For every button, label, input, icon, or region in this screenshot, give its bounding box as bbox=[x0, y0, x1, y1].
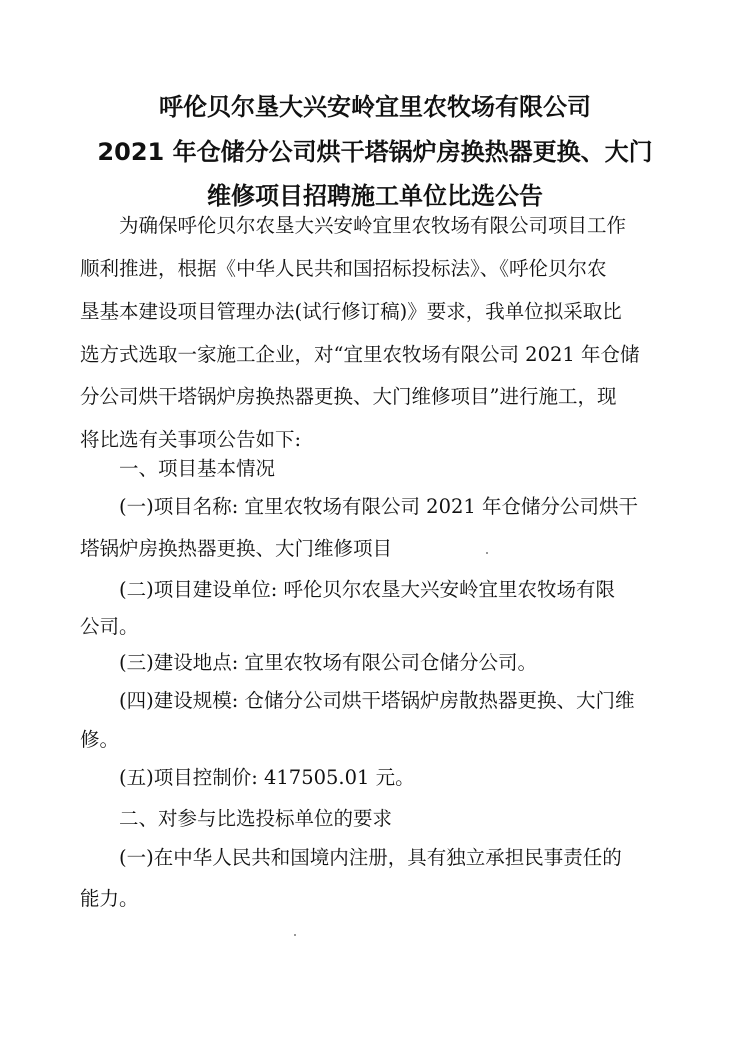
requirement-1-line-1: (一)在中华人民共和国境内注册，具有独立承担民事责任的 bbox=[119, 846, 622, 869]
title-line-1: 呼伦贝尔垦大兴安岭宜里农牧场有限公司 bbox=[159, 93, 591, 121]
item-4-line-1: (四)建设规模: 仓储分公司烘干塔锅炉房散热器更换、大门维 bbox=[119, 689, 635, 712]
title-line-3: 维修项目招聘施工单位比选公告 bbox=[207, 182, 543, 210]
section-heading-2: 二、对参与比选投标单位的要求 bbox=[119, 807, 393, 830]
section-heading-1: 一、项目基本情况 bbox=[119, 457, 276, 480]
intro-line-6: 将比选有关事项公告如下: bbox=[80, 428, 302, 451]
intro-line-1: 为确保呼伦贝尔农垦大兴安岭宜里农牧场有限公司项目工作 bbox=[119, 214, 627, 237]
item-3: (三)建设地点: 宜里农牧场有限公司仓储分公司。 bbox=[119, 651, 537, 674]
intro-line-3: 垦基本建设项目管理办法(试行修订稿)》要求，我单位拟采取比 bbox=[80, 300, 622, 323]
item-2-line-1: (二)项目建设单位: 呼伦贝尔农垦大兴安岭宜里农牧场有限 bbox=[119, 578, 615, 601]
intro-line-5: 分公司烘干塔锅炉房换热器更换、大门维修项目”进行施工，现 bbox=[80, 385, 617, 408]
item-5: (五)项目控制价: 417505.01 元。 bbox=[119, 766, 415, 789]
requirement-1-line-2: 能力。 bbox=[80, 887, 139, 910]
item-1-line-2: 塔锅炉房换热器更换、大门维修项目 bbox=[80, 537, 393, 560]
item-2-line-2: 公司。 bbox=[80, 615, 139, 638]
scan-speck bbox=[486, 552, 488, 554]
intro-line-4: 选方式选取一家施工企业，对“宜里农牧场有限公司 2021 年仓储 bbox=[80, 343, 640, 366]
title-line-2: 2021 年仓储分公司烘干塔锅炉房换热器更换、大门 bbox=[97, 138, 653, 166]
intro-line-2: 顺利推进，根据《中华人民共和国招标投标法》、《呼伦贝尔农 bbox=[80, 257, 607, 280]
item-1-line-1: (一)项目名称: 宜里农牧场有限公司 2021 年仓储分公司烘干 bbox=[119, 495, 639, 518]
item-4-line-2: 修。 bbox=[80, 728, 120, 751]
scan-speck bbox=[294, 934, 296, 936]
